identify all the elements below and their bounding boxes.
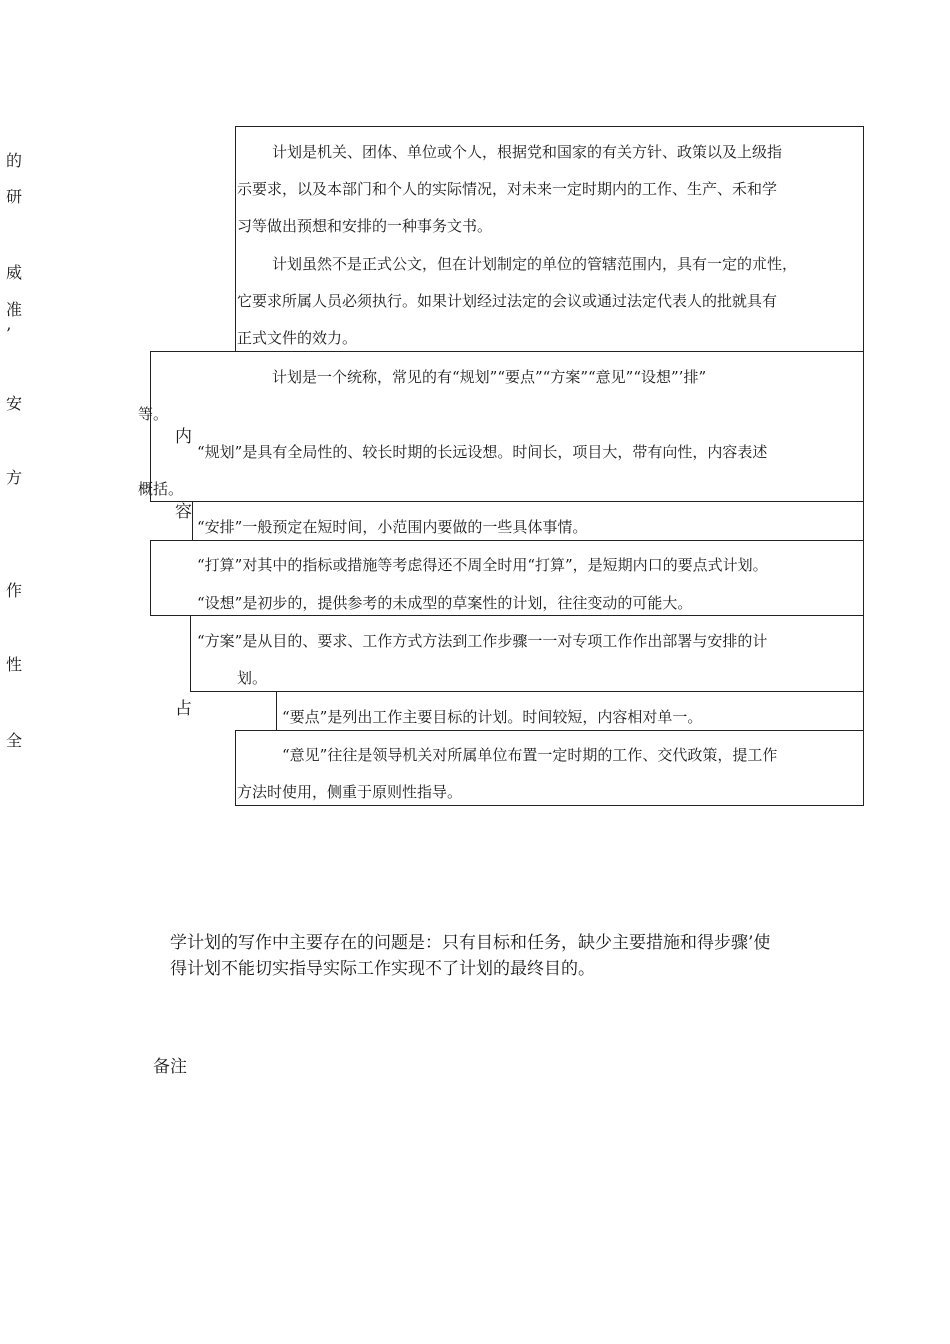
margin-char: 安 xyxy=(6,394,23,413)
dasuan-line: “打算”对其中的指标或措施等考虑得还不周全时用“打算”，是短期内口的要点式计划。 xyxy=(197,556,768,574)
anpai-line: “安排”一般预定在短时间，小范围内要做的一些具体事情。 xyxy=(197,518,588,536)
margin-char: 准 xyxy=(6,300,23,319)
margin-char: 威 xyxy=(6,263,23,282)
definition-line: 它要求所属人员必须执行。如果计划经过法定的会议或通过法定代表人的批就具有 xyxy=(237,292,778,310)
margin-char: ’ xyxy=(6,324,12,343)
definition-line: 计划虽然不是正式公文，但在计划制定的单位的管辖范围内，具有一定的朮性， xyxy=(272,255,798,273)
category-char: 容 xyxy=(175,502,192,522)
fangan-line: 划。 xyxy=(237,669,268,687)
margin-char: 作 xyxy=(6,581,23,600)
category-char: 占 xyxy=(175,699,192,719)
remark-label: 备注 xyxy=(153,1057,187,1077)
shexiang-line: “设想”是初步的，提供参考的未成型的草案性的计划，往往变动的可能大。 xyxy=(197,594,693,612)
types-line: 等。 xyxy=(138,405,169,423)
definition-line: 习等做出预想和安排的一种事务文书。 xyxy=(237,217,493,235)
margin-char: 性 xyxy=(6,655,23,674)
margin-char: 研 xyxy=(6,187,23,206)
summary-line: 得计划不能切实指导实际工作实现不了计划的最终目的。 xyxy=(170,959,595,979)
yaodian-line: “要点”是列出工作主要目标的计划。时间较短，内容相对单一。 xyxy=(282,708,703,726)
fangan-line: “方案”是从目的、要求、工作方式方法到工作步骤一一对专项工作作出部署与安排的计 xyxy=(197,632,768,650)
yijian-line: 方法时使用，侧重于原则性指导。 xyxy=(237,783,463,801)
margin-char: 全 xyxy=(6,731,23,750)
definition-line: 计划是机关、团体、单位或个人，根据党和国家的有关方针、政策以及上级指 xyxy=(272,143,783,161)
guihua-line: “规划”是具有全局性的、较长时期的长远设想。时间长，项目大，带有向性，内容表述 xyxy=(197,443,768,461)
fangan-box xyxy=(190,615,864,692)
category-char: 内 xyxy=(175,427,192,447)
guihua-line: 概括。 xyxy=(138,480,184,498)
margin-char: 的 xyxy=(6,151,23,170)
summary-line: 学计划的写作中主要存在的问题是：只有目标和任务，缺少主要措施和得步骤’使 xyxy=(170,933,771,953)
types-line: 计划是一个统称，常见的有“规划”“要点”“方案”“意见”“设想”’排” xyxy=(272,368,707,386)
margin-char: 方 xyxy=(6,468,23,487)
yijian-line: “意见”往往是领导机关对所属单位布置一定时期的工作、交代政策，提工作 xyxy=(282,746,778,764)
definition-line: 正式文件的效力。 xyxy=(237,329,358,347)
definition-line: 示要求，以及本部门和个人的实际情况，对未来一定时期内的工作、生产、禾和学 xyxy=(237,180,778,198)
